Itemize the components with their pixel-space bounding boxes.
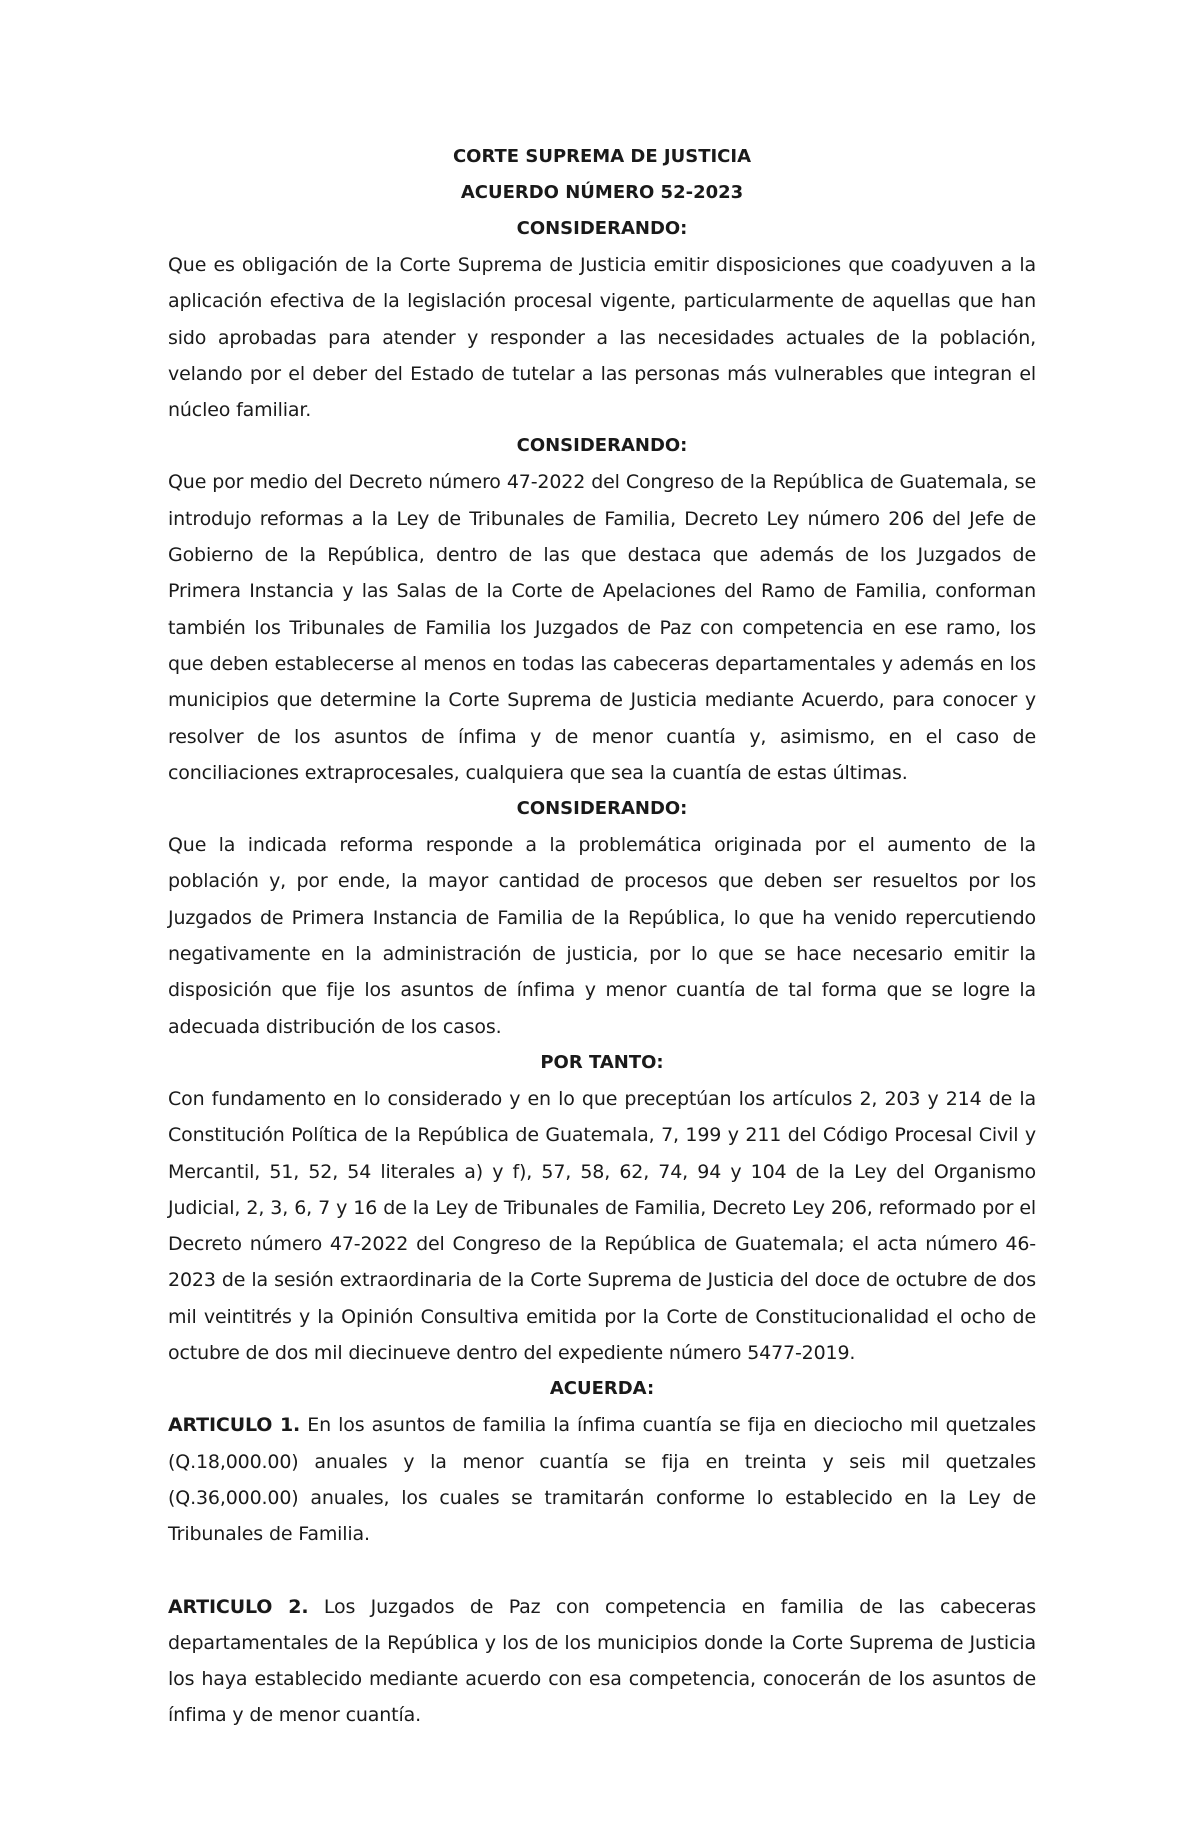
article-1 bbox=[168, 1407, 1036, 1552]
article-2-text: Los Juzgados de Paz con competencia en familia de las cabeceras departamentales de la República y los de los municipios donde la Corte Suprema de Justicia los haya establecido mediante acuerdo con esa competencia, conocerán de los asuntos de ínfima y de menor cuantía. bbox=[168, 1595, 1037, 1727]
institution-title: CORTE SUPREMA DE JUSTICIA bbox=[452, 146, 752, 167]
considerando-heading-1: CONSIDERANDO: bbox=[516, 218, 688, 239]
considerando-heading-2: CONSIDERANDO: bbox=[516, 435, 688, 457]
considerando-text-3: Que la indicada reforma responde a la problemática originada por el aumento de la población y, por ende, la mayor cantidad de procesos que deben ser resueltos por los Juzgados de Primera Instancia de Familia de la República, lo que ha venido repercutiendo negativamente en la administración de justicia, por lo que se hace necesario emitir la disposición que fije los asuntos de ínfima y menor cuantía de tal forma que se logre la adecuada distribución de los casos. bbox=[168, 834, 1036, 1038]
article-1-text: En los asuntos de familia la ínfima cuantía se fija en dieciocho mil quetzales (Q.18,000.00) anuales y la menor cuantía se fija en treinta y seis mil quetzales (Q.36,000.00) anuales, los cuales se tramitarán conforme lo establecido en la Ley de Tribunales de Familia. bbox=[168, 1414, 1036, 1546]
por-tanto-text: Con fundamento en lo considerado y en lo que preceptúan los artículos 2, 203 y 214 de la Constitución Política de la República de Guatemala, 7, 199 y 211 del Código Procesal Civil y Mercantil, 51, 52, 54 literales a) y f), 57, 58, 62, 74, 94 y 104 de la Ley del Organismo Judicial, 2, 3, 6, 7 y 16 de la Ley de Tribunales de Familia, Decreto Ley 206, reformado por el Decreto número 47-2022 del Congreso de la República de Guatemala; el acta número 46-2023 de la sesión extraordinaria de la Corte Suprema de Justicia del doce de octubre de dos mil veintitrés y la Opinión Consultiva emitida por la Corte de Constitucionalidad el ocho de octubre de dos mil diecinueve dentro del expediente número 5477-2019. bbox=[168, 1087, 1036, 1365]
article-1-label: ARTICULO 1. bbox=[168, 1414, 301, 1437]
document-page bbox=[168, 139, 1036, 1734]
agreement-number: ACUERDO NÚMERO 52-2023 bbox=[460, 182, 744, 203]
considerando-text-1: Que es obligación de la Corte Suprema de Justicia emitir disposiciones que coadyuven a la aplicación efectiva de la legislación procesal vigente, particularmente de aquellas que han sido aprobadas para atender y responder a las necesidades actuales de la población, velando por el deber del Estado de tutelar a las personas más vulnerables que integran el núcleo familiar. bbox=[168, 254, 1036, 422]
por-tanto-heading: POR TANTO: bbox=[540, 1051, 664, 1073]
acuerda-heading: ACUERDA: bbox=[549, 1378, 655, 1400]
article-2-label: ARTICULO 2. bbox=[168, 1595, 309, 1618]
considerando-heading-3: CONSIDERANDO: bbox=[516, 798, 688, 820]
considerando-text-2: Que por medio del Decreto número 47-2022 del Congreso de la República de Guatemala, se introdujo reformas a la Ley de Tribunales de Familia, Decreto Ley número 206 del Jefe de Gobierno de la República, dentro de las que destaca que además de los Juzgados de Primera Instancia y las Salas de la Corte de Apelaciones del Ramo de Familia, conforman también los Tribunales de Familia los Juzgados de Paz con competencia en ese ramo, los que deben establecerse al menos en todas las cabeceras departamentales y además en los municipios que determine la Corte Suprema de Justicia mediante Acuerdo, para conocer y resolver de los asuntos de ínfima y de menor cuantía y, asimismo, en el caso de conciliaciones extraprocesales, cualquiera que sea la cuantía de estas últimas. bbox=[168, 471, 1036, 784]
article-2 bbox=[168, 1589, 1036, 1734]
paragraph-spacer bbox=[168, 1553, 1036, 1589]
